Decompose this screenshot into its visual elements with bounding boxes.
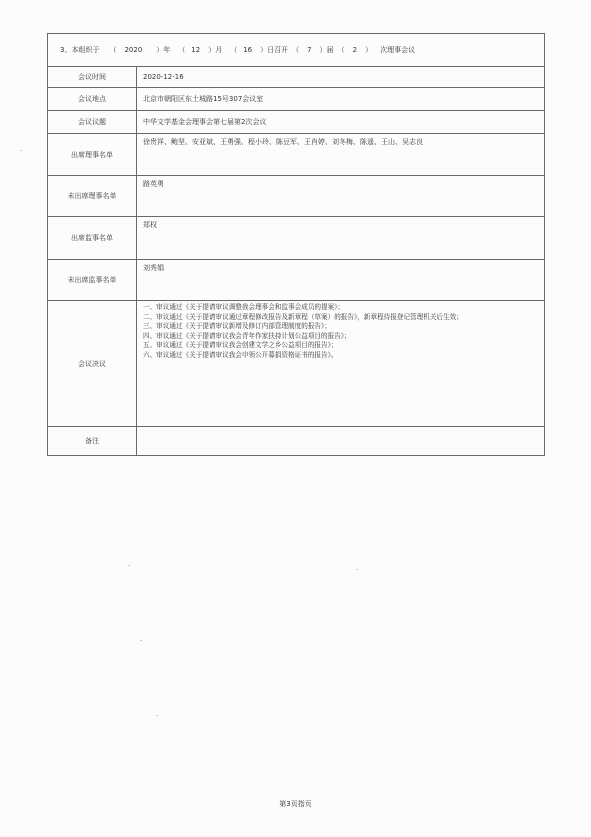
resolution-item: 三、审议通过《关于提请审议新增及修订内部管理制度的报告》； (143, 322, 331, 331)
row-resolutions (48, 301, 544, 427)
paren: ） (365, 46, 373, 54)
scan-speck (20, 150, 22, 151)
paren: ） (319, 46, 327, 54)
paren: ） (156, 46, 164, 54)
topic-label: 会议议题 (48, 111, 137, 133)
resolutions-list (137, 301, 544, 426)
paren: （ (109, 46, 117, 54)
row-topic (48, 111, 544, 134)
paren: （ (178, 46, 186, 54)
absent-supervisors-label: 未出席监事名单 (48, 260, 137, 300)
header-month: 12 (191, 46, 201, 54)
page-footer: 第3页指页 (279, 800, 312, 808)
row-present-directors (48, 134, 544, 176)
row-absent-directors (48, 176, 544, 217)
header-prefix: 3、本组织于 (60, 46, 100, 54)
time-label: 会议时间 (48, 67, 137, 87)
paren: （ (337, 46, 345, 54)
resolution-item: 一、审议通过《关于提请审议调整我会理事会和监事会成员的提案》； (143, 303, 345, 311)
scan-speck (140, 640, 142, 641)
row-time (48, 67, 544, 88)
remarks-label: 备注 (48, 427, 137, 455)
absent-directors-label: 未出席理事名单 (48, 176, 137, 216)
place-label: 会议地点 (48, 88, 137, 110)
scan-speck (128, 565, 130, 566)
place-value: 北京市朝阳区东土城路15号307会议室 (143, 94, 264, 103)
resolution-item: 五、审议通过《关于提请审议我会创建文学之乡公益项目的报告》； (143, 341, 338, 350)
paren: ） (208, 46, 216, 54)
time-value: 2020-12-16 (143, 72, 184, 81)
header-year: 2020 (124, 46, 143, 54)
row-place (48, 88, 544, 111)
scan-speck (156, 715, 158, 716)
absent-supervisors-value: 刘秀娟 (143, 264, 164, 272)
row-present-supervisors (48, 217, 544, 260)
resolution-item: 六、审议通过《关于提请审议我会申领公开募捐资格证书的报告》。 (143, 350, 338, 359)
present-directors-value: 徐贵祥、鲍坚、安亚斌、王勇强、程小玲、陈豆军、王肖婷、刘冬梅、陈遥、王山、吴志良 (143, 138, 423, 146)
paren: （ (230, 46, 238, 54)
row-absent-supervisors (48, 260, 544, 301)
paren: ） (260, 46, 268, 54)
absent-directors-value: 路英勇 (143, 180, 164, 188)
scan-speck (356, 569, 358, 570)
resolution-item: 四、审议通过《关于提请审议我会青年作家扶持计划公益项目的报告》； (143, 331, 351, 340)
present-directors-label: 出席理事名单 (48, 134, 137, 175)
present-supervisors-value: 郑权 (143, 221, 157, 229)
remarks-value (137, 427, 544, 455)
paren: （ (292, 46, 300, 54)
meeting-unit: 次理事会议 (380, 46, 416, 54)
header-session: 7 (307, 46, 312, 54)
year-unit: 年 (163, 46, 171, 54)
topic-value: 中华文学基金会理事会第七届第2次会议 (143, 117, 267, 126)
month-unit: 月 (215, 46, 223, 54)
session-unit: 届 (326, 46, 334, 54)
header-day: 16 (243, 46, 253, 54)
present-supervisors-label: 出席监事名单 (48, 217, 137, 259)
row-remarks (48, 427, 544, 455)
meeting-record-table (47, 33, 545, 456)
resolution-item: 二、审议通过《关于提请审议通过章程修改报告及新章程（草案）的报告》，新章程待报登记管理机关后生效； (143, 312, 463, 321)
day-unit: 日召开 (267, 46, 289, 54)
meeting-header-line (48, 34, 544, 67)
header-meeting: 2 (352, 46, 358, 54)
resolutions-label: 会议决议 (48, 301, 137, 426)
